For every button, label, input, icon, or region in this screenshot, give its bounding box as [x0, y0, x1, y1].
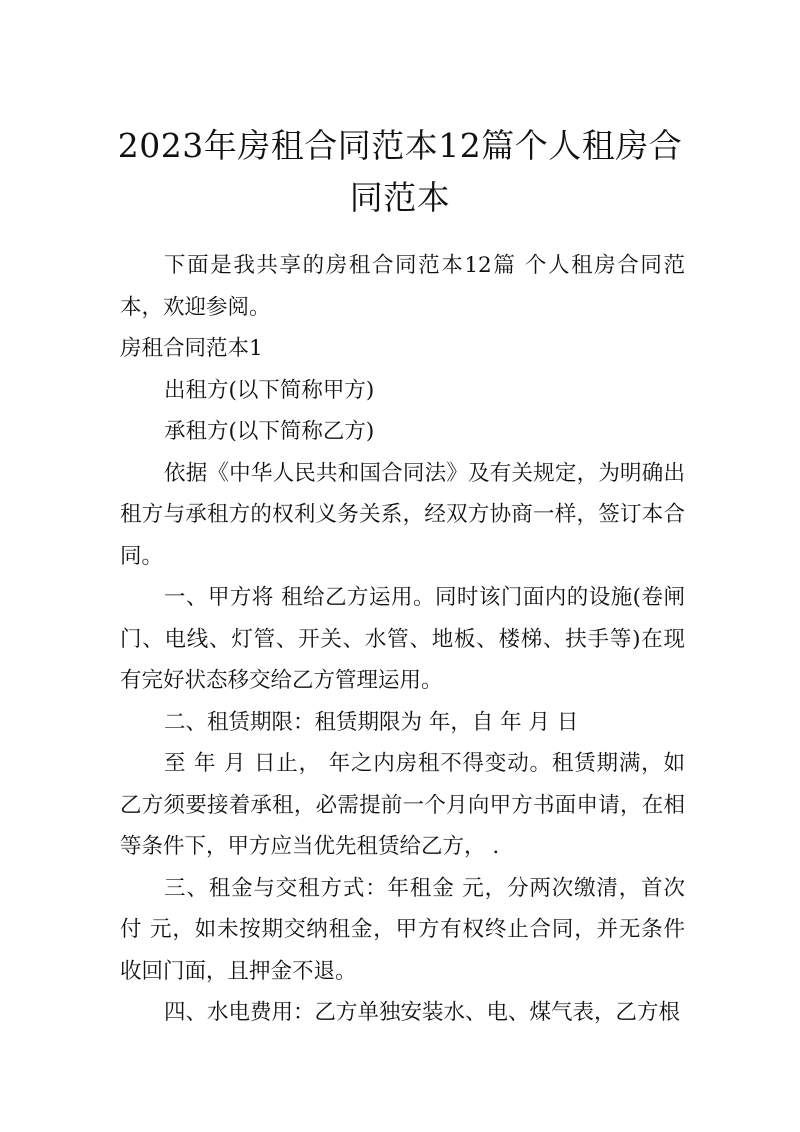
- paragraph-clause-4: 四、水电费用：乙方单独安装水、电、煤气表，乙方根: [164, 1000, 681, 1025]
- document-body: [120, 245, 685, 1034]
- paragraph-clause-2-cont: 至 年 月 日止， 年之内房租不得变动。租赁期满，如乙方须要接着承租，必需提前一个月向甲方书面申请，在相等条件下，甲方应当优先租赁给乙方， .: [120, 751, 685, 859]
- paragraph-clause-1: 一、甲方将 租给乙方运用。同时该门面内的设施(卷闸门、电线、灯管、开关、水管、地板、楼梯、扶手等)在现有完好状态移交给乙方管理运用。: [120, 585, 685, 693]
- document-title: 2023年房租合同范本12篇个人租房合同范本: [117, 126, 683, 217]
- paragraph-lessee: 承租方(以下简称乙方): [164, 419, 375, 444]
- section-heading: 房租合同范本1: [120, 336, 263, 361]
- paragraph-clause-3: 三、租金与交租方式：年租金 元，分两次缴清，首次付 元，如未按期交纳租金，甲方有权终止合同，并无条件收回门面，且押金不退。: [120, 875, 685, 984]
- paragraph-lessor: 出租方(以下简称甲方): [164, 377, 375, 403]
- intro-paragraph: 下面是我共享的房租合同范本12篇 个人租房合同范本，欢迎参阅。: [120, 253, 685, 320]
- paragraph-clause-2: 二、租赁期限：租赁期限为 年，自 年 月 日: [164, 709, 579, 735]
- paragraph-basis: 依据《中华人民共和国合同法》及有关规定，为明确出租方与承租方的权利义务关系，经双方协商一样，签订本合同。: [120, 460, 685, 569]
